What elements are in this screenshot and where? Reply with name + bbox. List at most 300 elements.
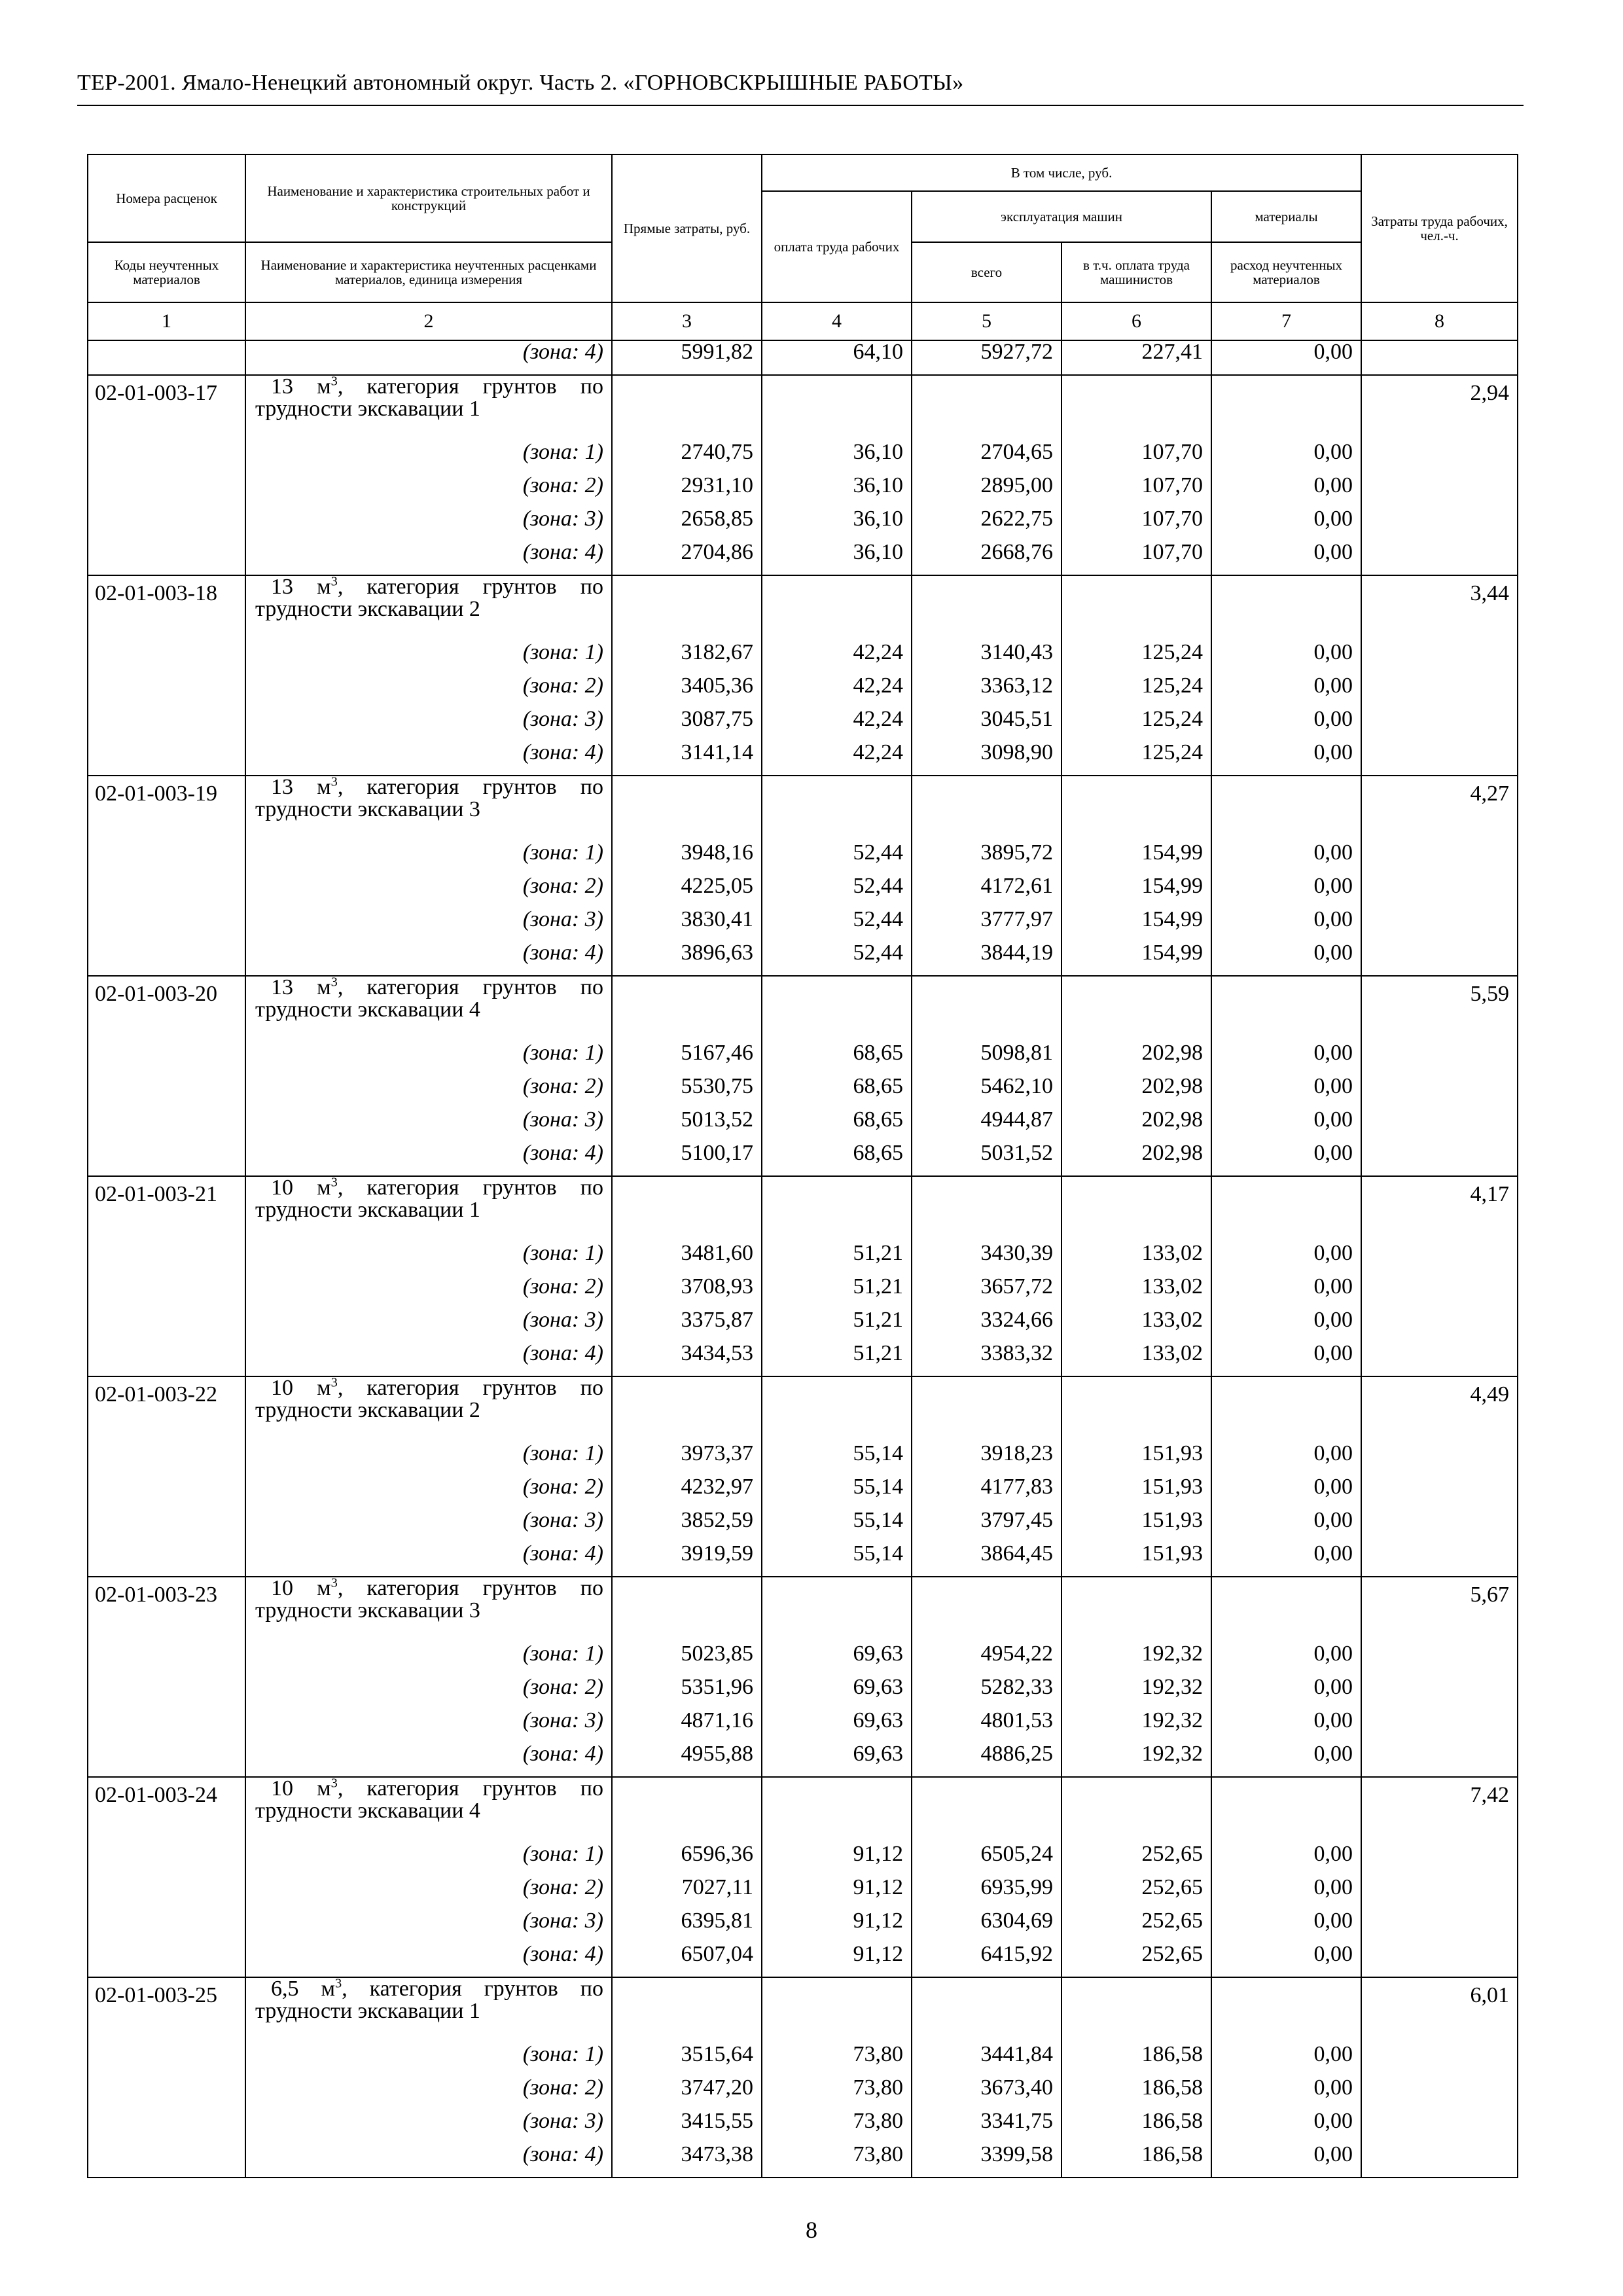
empty-cell: [612, 1376, 762, 1443]
rate-code-cell: [88, 508, 245, 541]
labor-cost-cell: [1361, 1075, 1518, 1109]
carryover-row: [88, 340, 1518, 375]
direct-cost-value: 2658,85: [612, 508, 762, 541]
rate-code-cell: [88, 1543, 245, 1577]
materials-value: 0,00: [1211, 441, 1361, 475]
operator-wages-value: 151,93: [1061, 1476, 1211, 1509]
materials-value: 0,00: [1211, 1943, 1361, 1977]
rate-code-cell: [88, 1443, 245, 1476]
labor-cost-cell: [1361, 1443, 1518, 1476]
rate-code-cell: [88, 1710, 245, 1743]
description-line-1: [255, 576, 603, 598]
unit-exponent: 3: [330, 1575, 338, 1590]
labor-cost-cell: [1361, 1309, 1518, 1342]
volume-text: 10 м: [271, 1175, 331, 1200]
labor-cost-cell: [1361, 708, 1518, 742]
header-worker-wages: оплата труда рабочих: [762, 191, 912, 302]
direct-cost-value: 4871,16: [612, 1710, 762, 1743]
operator-wages-value: 186,58: [1061, 2043, 1211, 2077]
worker-wages-value: 51,21: [762, 1242, 912, 1276]
work-description: [245, 1176, 612, 1242]
header-labor-costs: Затраты труда рабочих, чел.-ч.: [1361, 154, 1518, 302]
worker-wages-value: 52,44: [762, 942, 912, 976]
empty-cell: [1061, 976, 1211, 1042]
zone-row: [88, 475, 1518, 508]
rate-code-cell: [88, 1943, 245, 1977]
description-tail: , категория грунтов по: [337, 1776, 604, 1801]
empty-cell: [612, 776, 762, 842]
work-description: [245, 375, 612, 441]
labor-cost-value: 6,01: [1361, 1977, 1518, 2043]
empty-cell: [1061, 1577, 1211, 1643]
rate-code-cell: [88, 675, 245, 708]
header-including: В том числе, руб.: [762, 154, 1361, 191]
operator-wages-value: 202,98: [1061, 1109, 1211, 1142]
operator-wages-value: 252,65: [1061, 1943, 1211, 1977]
rate-code-cell: [88, 475, 245, 508]
machines-total-value: 4177,83: [912, 1476, 1061, 1509]
empty-cell: [912, 976, 1061, 1042]
empty-cell: [1211, 1977, 1361, 2043]
description-tail: , категория грунтов по: [337, 575, 604, 599]
description-tail: , категория грунтов по: [337, 374, 604, 399]
materials-value: 0,00: [1211, 742, 1361, 776]
volume-text: 13 м: [271, 374, 331, 399]
rate-code-cell: [88, 1643, 245, 1676]
description-line-1: [255, 1577, 603, 1600]
description-line-2: трудности экскавации 1: [255, 397, 480, 421]
machines-total-value: 3918,23: [912, 1443, 1061, 1476]
labor-cost-value: [1361, 340, 1518, 375]
zone-row: [88, 1075, 1518, 1109]
table-header: [88, 154, 1518, 340]
unit-exponent: 3: [330, 374, 338, 389]
empty-cell: [612, 1777, 762, 1843]
zone-label: (зона: 1): [245, 1443, 612, 1476]
empty-cell: [1211, 776, 1361, 842]
materials-value: 0,00: [1211, 1042, 1361, 1075]
worker-wages-value: 91,12: [762, 1943, 912, 1977]
operator-wages-value: 107,70: [1061, 508, 1211, 541]
direct-cost-value: 3375,87: [612, 1309, 762, 1342]
labor-cost-cell: [1361, 1743, 1518, 1777]
rate-code-cell: [88, 1476, 245, 1509]
materials-value: 0,00: [1211, 2110, 1361, 2144]
rate-group-header-row: [88, 375, 1518, 441]
direct-cost-value: 4225,05: [612, 875, 762, 908]
empty-cell: [612, 976, 762, 1042]
materials-value: 0,00: [1211, 942, 1361, 976]
worker-wages-value: 69,63: [762, 1710, 912, 1743]
direct-cost-value: 3434,53: [612, 1342, 762, 1376]
empty-cell: [1061, 776, 1211, 842]
column-numbers-row: [88, 302, 1518, 340]
empty-cell: [612, 1176, 762, 1242]
materials-value: 0,00: [1211, 1509, 1361, 1543]
zone-label: (зона: 2): [245, 1676, 612, 1710]
zone-row: [88, 1342, 1518, 1376]
operator-wages-value: 192,32: [1061, 1643, 1211, 1676]
labor-cost-cell: [1361, 508, 1518, 541]
rate-group-header-row: [88, 575, 1518, 641]
zone-label: (зона: 1): [245, 1643, 612, 1676]
description-line-2: трудности экскавации 2: [255, 1398, 480, 1422]
zone-label: (зона: 3): [245, 2110, 612, 2144]
zone-label: (зона: 3): [245, 1109, 612, 1142]
machines-total-value: 6505,24: [912, 1843, 1061, 1876]
direct-cost-value: 5991,82: [612, 340, 762, 375]
worker-wages-value: 52,44: [762, 842, 912, 875]
description-tail: , категория грунтов по: [342, 1977, 604, 2001]
description-line-1: [255, 1978, 603, 2000]
zone-label: (зона: 1): [245, 1242, 612, 1276]
materials-value: 0,00: [1211, 842, 1361, 875]
zone-row: [88, 1643, 1518, 1676]
work-description: [245, 776, 612, 842]
direct-cost-value: 5100,17: [612, 1142, 762, 1176]
worker-wages-value: 91,12: [762, 1843, 912, 1876]
volume-text: 10 м: [271, 1576, 331, 1600]
zone-row: [88, 1142, 1518, 1176]
direct-cost-value: 3973,37: [612, 1443, 762, 1476]
operator-wages-value: 107,70: [1061, 475, 1211, 508]
column-number: 8: [1361, 302, 1518, 340]
description-line-1: [255, 1778, 603, 1800]
zone-row: [88, 1042, 1518, 1075]
zone-label: (зона: 3): [245, 1910, 612, 1943]
materials-value: 0,00: [1211, 541, 1361, 575]
zone-row: [88, 675, 1518, 708]
unit-exponent: 3: [330, 1375, 338, 1390]
zone-label: (зона: 4): [245, 1543, 612, 1577]
column-number: 7: [1211, 302, 1361, 340]
zone-row: [88, 641, 1518, 675]
rate-code-cell: [88, 2077, 245, 2110]
machines-total-value: 5098,81: [912, 1042, 1061, 1075]
empty-cell: [762, 575, 912, 641]
column-number: 2: [245, 302, 612, 340]
direct-cost-value: 2931,10: [612, 475, 762, 508]
work-description: [245, 976, 612, 1042]
worker-wages-value: 69,63: [762, 1643, 912, 1676]
labor-cost-cell: [1361, 2077, 1518, 2110]
unit-exponent: 3: [330, 1776, 338, 1791]
rate-code-cell: [88, 641, 245, 675]
labor-cost-value: 4,49: [1361, 1376, 1518, 1443]
machines-total-value: 4172,61: [912, 875, 1061, 908]
empty-cell: [762, 1577, 912, 1643]
description-line-1: [255, 1377, 603, 1399]
empty-cell: [612, 1977, 762, 2043]
worker-wages-value: 42,24: [762, 675, 912, 708]
empty-cell: [762, 1977, 912, 2043]
labor-cost-cell: [1361, 742, 1518, 776]
column-number: 3: [612, 302, 762, 340]
materials-value: 0,00: [1211, 1109, 1361, 1142]
direct-cost-value: 5351,96: [612, 1676, 762, 1710]
empty-cell: [912, 575, 1061, 641]
labor-cost-cell: [1361, 942, 1518, 976]
rate-code-cell: [88, 1743, 245, 1777]
zone-label: (зона: 2): [245, 675, 612, 708]
zone-label: (зона: 2): [245, 1075, 612, 1109]
rate-code-cell: [88, 1142, 245, 1176]
machines-total-value: 3895,72: [912, 842, 1061, 875]
description-line-1: [255, 1177, 603, 1199]
labor-cost-cell: [1361, 1242, 1518, 1276]
operator-wages-value: 125,24: [1061, 675, 1211, 708]
zone-row: [88, 1242, 1518, 1276]
rate-code: 02-01-003-25: [88, 1977, 245, 2043]
description-tail: , категория грунтов по: [337, 1175, 604, 1200]
rate-code-cell: [88, 1876, 245, 1910]
machines-total-value: 3383,32: [912, 1342, 1061, 1376]
zone-label: (зона: 3): [245, 908, 612, 942]
direct-cost-value: 3896,63: [612, 942, 762, 976]
materials-value: 0,00: [1211, 2043, 1361, 2077]
materials-value: 0,00: [1211, 708, 1361, 742]
operator-wages-value: 151,93: [1061, 1543, 1211, 1577]
machines-total-value: 3864,45: [912, 1543, 1061, 1577]
materials-value: 0,00: [1211, 1309, 1361, 1342]
direct-cost-value: 3919,59: [612, 1543, 762, 1577]
operator-wages-value: 192,32: [1061, 1676, 1211, 1710]
operator-wages-value: 133,02: [1061, 1342, 1211, 1376]
empty-cell: [762, 976, 912, 1042]
description-tail: , категория грунтов по: [337, 975, 604, 999]
machines-total-value: 3797,45: [912, 1509, 1061, 1543]
materials-value: 0,00: [1211, 1476, 1361, 1509]
direct-cost-value: 5013,52: [612, 1109, 762, 1142]
description-line-2: трудности экскавации 4: [255, 1799, 480, 1823]
volume-text: 6,5 м: [271, 1977, 335, 2001]
machines-total-value: 3098,90: [912, 742, 1061, 776]
direct-cost-value: 5023,85: [612, 1643, 762, 1676]
materials-value: 0,00: [1211, 340, 1361, 375]
unit-exponent: 3: [334, 1976, 342, 1991]
direct-cost-value: 7027,11: [612, 1876, 762, 1910]
direct-cost-value: 6507,04: [612, 1943, 762, 1977]
zone-label: (зона: 1): [245, 2043, 612, 2077]
machines-total-value: 5282,33: [912, 1676, 1061, 1710]
direct-cost-value: 2704,86: [612, 541, 762, 575]
empty-cell: [762, 375, 912, 441]
empty-cell: [612, 1577, 762, 1643]
direct-cost-value: 4232,97: [612, 1476, 762, 1509]
work-description: [245, 1777, 612, 1843]
worker-wages-value: 36,10: [762, 441, 912, 475]
materials-value: 0,00: [1211, 2077, 1361, 2110]
zone-label: (зона: 1): [245, 441, 612, 475]
unit-exponent: 3: [330, 774, 338, 789]
rate-code-cell: [88, 1042, 245, 1075]
materials-value: 0,00: [1211, 1876, 1361, 1910]
labor-cost-cell: [1361, 1943, 1518, 1977]
column-number: 4: [762, 302, 912, 340]
labor-cost-cell: [1361, 1910, 1518, 1943]
worker-wages-value: 73,80: [762, 2110, 912, 2144]
empty-cell: [1061, 575, 1211, 641]
labor-cost-cell: [1361, 2110, 1518, 2144]
labor-cost-value: 4,17: [1361, 1176, 1518, 1242]
empty-cell: [1211, 976, 1361, 1042]
zone-row: [88, 1943, 1518, 1977]
labor-cost-cell: [1361, 441, 1518, 475]
worker-wages-value: 36,10: [762, 508, 912, 541]
machines-total-value: 6304,69: [912, 1910, 1061, 1943]
zone-row: [88, 842, 1518, 875]
column-number: 6: [1061, 302, 1211, 340]
labor-cost-cell: [1361, 1276, 1518, 1309]
direct-cost-value: 3141,14: [612, 742, 762, 776]
empty-cell: [1211, 575, 1361, 641]
operator-wages-value: 252,65: [1061, 1910, 1211, 1943]
zone-label: (зона: 1): [245, 1042, 612, 1075]
materials-value: 0,00: [1211, 675, 1361, 708]
rate-code-cell: [88, 2144, 245, 2178]
machines-total-value: 4944,87: [912, 1109, 1061, 1142]
labor-cost-cell: [1361, 1476, 1518, 1509]
materials-value: 0,00: [1211, 875, 1361, 908]
zone-label: (зона: 4): [245, 2144, 612, 2178]
worker-wages-value: 91,12: [762, 1910, 912, 1943]
labor-cost-cell: [1361, 875, 1518, 908]
worker-wages-value: 73,80: [762, 2144, 912, 2178]
machines-total-value: 3430,39: [912, 1242, 1061, 1276]
direct-cost-value: 3481,60: [612, 1242, 762, 1276]
labor-cost-cell: [1361, 641, 1518, 675]
zone-label: (зона: 3): [245, 1509, 612, 1543]
volume-text: 13 м: [271, 775, 331, 799]
direct-cost-value: 3405,36: [612, 675, 762, 708]
operator-wages-value: 133,02: [1061, 1309, 1211, 1342]
labor-cost-value: 7,42: [1361, 1777, 1518, 1843]
worker-wages-value: 51,21: [762, 1309, 912, 1342]
operator-wages-value: 107,70: [1061, 541, 1211, 575]
work-description: [245, 575, 612, 641]
description-line-1: [255, 376, 603, 398]
header-unaccounted-consumption: расход неучтенных материалов: [1211, 242, 1361, 302]
materials-value: 0,00: [1211, 1676, 1361, 1710]
operator-wages-value: 252,65: [1061, 1843, 1211, 1876]
rate-group-header-row: [88, 1376, 1518, 1443]
zone-label: (зона: 4): [245, 1342, 612, 1376]
labor-cost-cell: [1361, 1342, 1518, 1376]
worker-wages-value: 55,14: [762, 1443, 912, 1476]
rate-code: 02-01-003-21: [88, 1176, 245, 1242]
zone-row: [88, 541, 1518, 575]
zone-row: [88, 1309, 1518, 1342]
machines-total-value: 5462,10: [912, 1075, 1061, 1109]
direct-cost-value: 3415,55: [612, 2110, 762, 2144]
empty-cell: [912, 1577, 1061, 1643]
machines-total-value: 3363,12: [912, 675, 1061, 708]
worker-wages-value: 42,24: [762, 641, 912, 675]
operator-wages-value: 202,98: [1061, 1042, 1211, 1075]
zone-row: [88, 1543, 1518, 1577]
volume-text: 13 м: [271, 575, 331, 599]
operator-wages-value: 186,58: [1061, 2144, 1211, 2178]
rate-code: 02-01-003-23: [88, 1577, 245, 1643]
materials-value: 0,00: [1211, 1743, 1361, 1777]
description-tail: , категория грунтов по: [337, 775, 604, 799]
header-operator-wages: в т.ч. оплата труда машинистов: [1061, 242, 1211, 302]
machines-total-value: 3341,75: [912, 2110, 1061, 2144]
worker-wages-value: 68,65: [762, 1042, 912, 1075]
empty-cell: [912, 1977, 1061, 2043]
operator-wages-value: 227,41: [1061, 340, 1211, 375]
empty-cell: [1211, 1777, 1361, 1843]
description-line-1: [255, 776, 603, 798]
rate-code: 02-01-003-17: [88, 375, 245, 441]
rate-code-cell: [88, 1910, 245, 1943]
direct-cost-value: 3087,75: [612, 708, 762, 742]
empty-cell: [1061, 1376, 1211, 1443]
empty-cell: [912, 1777, 1061, 1843]
empty-cell: [1211, 1176, 1361, 1242]
zone-label: (зона: 4): [245, 1743, 612, 1777]
rate-code-cell: [88, 1843, 245, 1876]
column-number: 5: [912, 302, 1061, 340]
rate-code-cell: [88, 1509, 245, 1543]
zone-label: (зона: 3): [245, 708, 612, 742]
machines-total-value: 2895,00: [912, 475, 1061, 508]
labor-cost-cell: [1361, 1876, 1518, 1910]
rate-code-cell: [88, 1309, 245, 1342]
description-line-2: трудности экскавации 3: [255, 1598, 480, 1623]
zone-row: [88, 708, 1518, 742]
operator-wages-value: 133,02: [1061, 1276, 1211, 1309]
rate-group-header-row: [88, 776, 1518, 842]
zone-row: [88, 1443, 1518, 1476]
zone-row: [88, 742, 1518, 776]
description-line-1: [255, 977, 603, 999]
column-number: 1: [88, 302, 245, 340]
labor-cost-cell: [1361, 1676, 1518, 1710]
operator-wages-value: 151,93: [1061, 1443, 1211, 1476]
rate-group-header-row: [88, 1977, 1518, 2043]
rate-code-cell: [88, 2110, 245, 2144]
worker-wages-value: 52,44: [762, 875, 912, 908]
labor-cost-value: 2,94: [1361, 375, 1518, 441]
worker-wages-value: 52,44: [762, 908, 912, 942]
operator-wages-value: 151,93: [1061, 1509, 1211, 1543]
machines-total-value: 6415,92: [912, 1943, 1061, 1977]
rate-code-cell: [88, 875, 245, 908]
operator-wages-value: 192,32: [1061, 1743, 1211, 1777]
machines-total-value: 3844,19: [912, 942, 1061, 976]
direct-cost-value: 6395,81: [612, 1910, 762, 1943]
machines-total-value: 3441,84: [912, 2043, 1061, 2077]
zone-row: [88, 1509, 1518, 1543]
machines-total-value: 3045,51: [912, 708, 1061, 742]
worker-wages-value: 51,21: [762, 1276, 912, 1309]
direct-cost-value: 3830,41: [612, 908, 762, 942]
materials-value: 0,00: [1211, 1443, 1361, 1476]
zone-label: (зона: 2): [245, 1876, 612, 1910]
direct-cost-value: 3852,59: [612, 1509, 762, 1543]
work-description: [245, 1376, 612, 1443]
worker-wages-value: 73,80: [762, 2077, 912, 2110]
worker-wages-value: 68,65: [762, 1075, 912, 1109]
zone-row: [88, 2144, 1518, 2178]
zone-label: (зона: 2): [245, 475, 612, 508]
worker-wages-value: 55,14: [762, 1476, 912, 1509]
labor-cost-cell: [1361, 675, 1518, 708]
unit-exponent: 3: [330, 975, 338, 990]
zone-row: [88, 1276, 1518, 1309]
machines-total-value: 3673,40: [912, 2077, 1061, 2110]
